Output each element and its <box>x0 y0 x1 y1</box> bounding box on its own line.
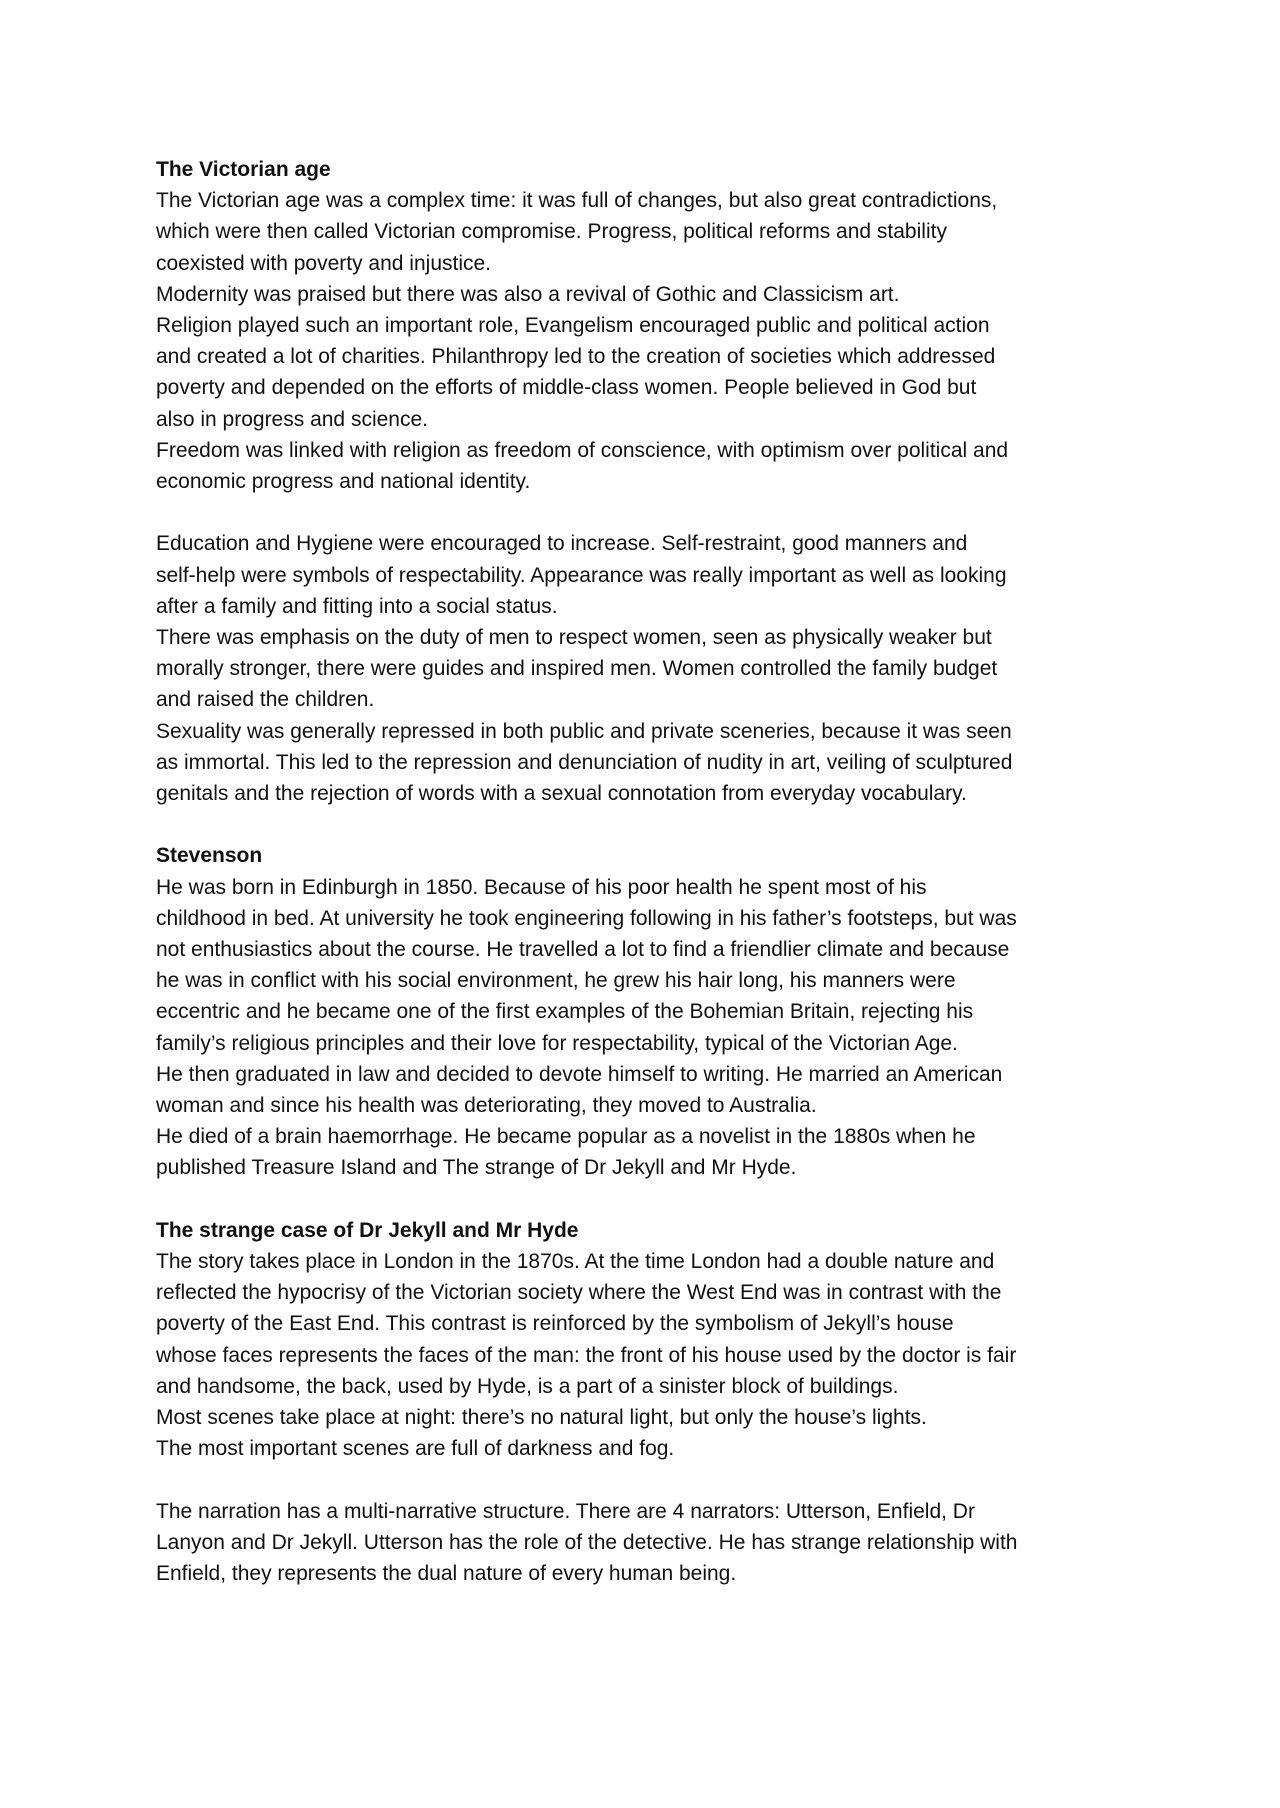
paragraph-spacer <box>156 1464 1156 1495</box>
text-line: Sexuality was generally repressed in both public and private sceneries, because it was seen <box>156 719 1012 743</box>
text-line: economic progress and national identity. <box>156 470 531 494</box>
text-line: Enfield, they represents the dual nature of every human being. <box>156 1562 737 1586</box>
text-line: Lanyon and Dr Jekyll. Utterson has the role of the detective. He has strange relationship with <box>156 1530 1018 1554</box>
text-line: poverty of the East End. This contrast is reinforced by the symbolism of Jekyll’s house <box>156 1312 954 1336</box>
section-spacer <box>156 1184 1156 1215</box>
text-line: poverty and depended on the efforts of middle-class women. People believed in God but <box>156 376 977 400</box>
text-line: Religion played such an important role, Evangelism encouraged public and political action <box>156 314 990 338</box>
text-line: Modernity was praised but there was also a revival of Gothic and Classicism art. <box>156 282 900 306</box>
text-line: and created a lot of charities. Philanthropy led to the creation of societies which addressed <box>156 345 996 369</box>
text-line: after a family and fitting into a social status. <box>156 594 558 618</box>
text-line: There was emphasis on the duty of men to respect women, seen as physically weaker but <box>156 626 992 650</box>
text-line: family’s religious principles and their love for respectability, typical of the Victorian Age. <box>156 1031 958 1055</box>
text-line: Freedom was linked with religion as freedom of conscience, with optimism over political and <box>156 438 1009 462</box>
section-stevenson <box>156 840 1156 1183</box>
text-line: whose faces represents the faces of the man: the front of his house used by the doctor is fair <box>156 1343 1017 1367</box>
text-line: reflected the hypocrisy of the Victorian society where the West End was in contrast with the <box>156 1281 1002 1305</box>
heading-jekyll-hyde: The strange case of Dr Jekyll and Mr Hyde <box>156 1218 579 1242</box>
paragraph-spacer <box>156 497 1156 528</box>
text-line: woman and since his health was deteriorating, they moved to Australia. <box>156 1094 817 1118</box>
text-line: as immortal. This led to the repression and denunciation of nudity in art, veiling of sculptured <box>156 750 1013 774</box>
heading-victorian-age: The Victorian age <box>156 158 331 181</box>
text-line: morally stronger, there were guides and inspired men. Women controlled the family budget <box>156 657 998 681</box>
text-line: and raised the children. <box>156 688 375 712</box>
text-line: which were then called Victorian compromise. Progress, political reforms and stability <box>156 220 947 244</box>
text-line: self-help were symbols of respectability. Appearance was really important as well as looking <box>156 563 1007 587</box>
text-line: childhood in bed. At university he took engineering following in his father’s footsteps, but was <box>156 906 1017 930</box>
section-jekyll-hyde <box>156 1215 1156 1589</box>
heading-stevenson: Stevenson <box>156 844 263 868</box>
text-line: Education and Hygiene were encouraged to increase. Self-restraint, good manners and <box>156 532 968 556</box>
text-line: He then graduated in law and decided to devote himself to writing. He married an American <box>156 1062 1003 1086</box>
text-line: He died of a brain haemorrhage. He became popular as a novelist in the 1880s when he <box>156 1125 976 1149</box>
section-victorian-age <box>156 154 1156 809</box>
text-line: also in progress and science. <box>156 407 428 431</box>
document-page <box>156 154 1156 1589</box>
text-line: The most important scenes are full of darkness and fog. <box>156 1437 675 1461</box>
text-line: not enthusiastics about the course. He travelled a lot to find a friendlier climate and because <box>156 938 1010 962</box>
text-line: published Treasure Island and The strange of Dr Jekyll and Mr Hyde. <box>156 1156 797 1180</box>
text-line: coexisted with poverty and injustice. <box>156 251 492 275</box>
text-line: The story takes place in London in the 1870s. At the time London had a double nature and <box>156 1250 995 1274</box>
text-line: and handsome, the back, used by Hyde, is a part of a sinister block of buildings. <box>156 1374 899 1398</box>
text-line: He was born in Edinburgh in 1850. Because of his poor health he spent most of his <box>156 875 927 899</box>
text-line: The narration has a multi-narrative structure. There are 4 narrators: Utterson, Enfield, Dr <box>156 1499 975 1523</box>
text-line: The Victorian age was a complex time: it was full of changes, but also great contradictions, <box>156 189 998 213</box>
text-line: genitals and the rejection of words with a sexual connotation from everyday vocabulary. <box>156 782 967 806</box>
section-spacer <box>156 809 1156 840</box>
text-line: he was in conflict with his social environment, he grew his hair long, his manners were <box>156 969 956 993</box>
text-line: Most scenes take place at night: there’s no natural light, but only the house’s lights. <box>156 1406 927 1430</box>
text-line: eccentric and he became one of the first examples of the Bohemian Britain, rejecting his <box>156 1000 974 1024</box>
